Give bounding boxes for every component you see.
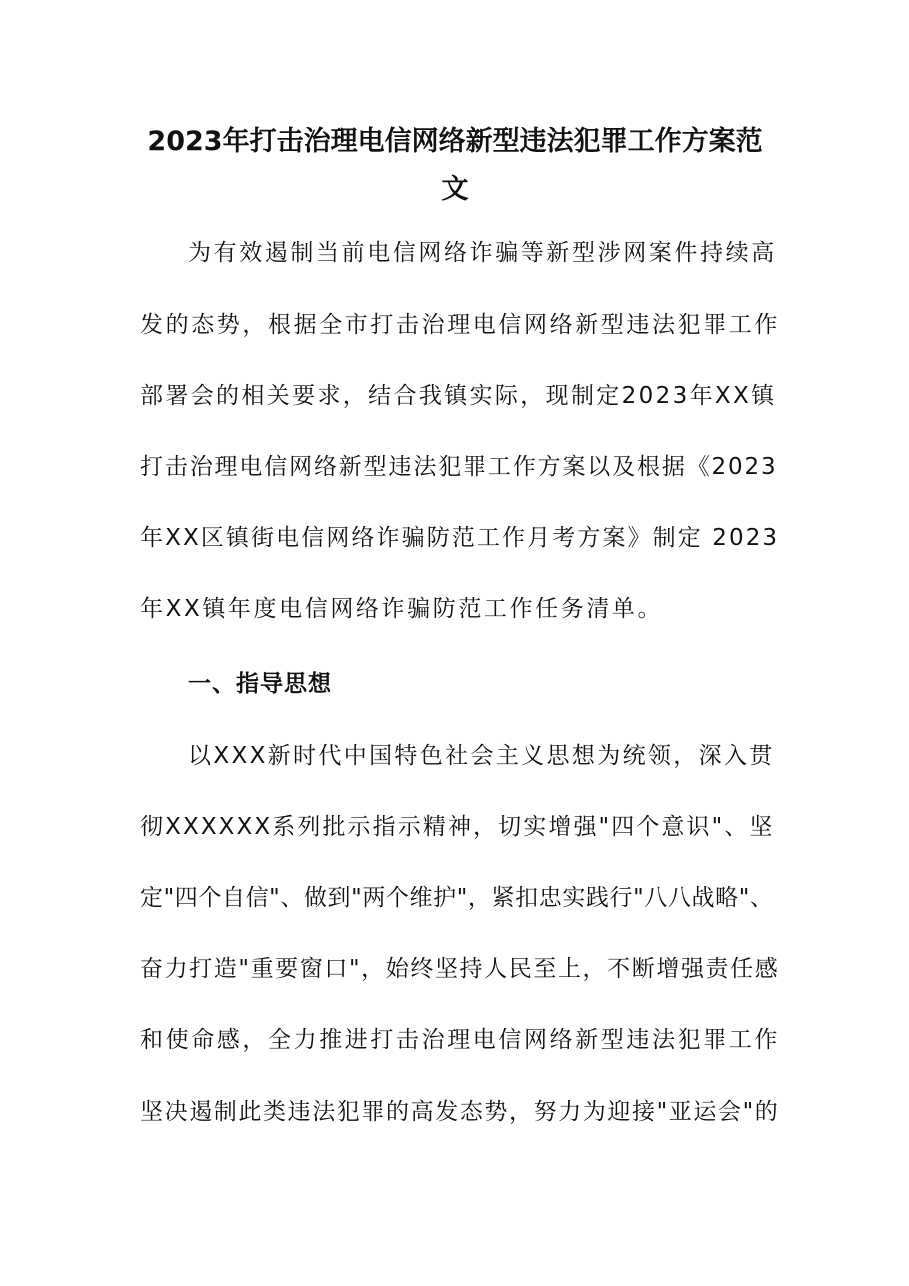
paragraph-1-line-2: 发的态势，根据全市打击治理电信网络新型违法犯罪工作	[140, 312, 780, 338]
paragraph-2-line-1: 以XXX新时代中国特色社会主义思想为统领，深入贯	[188, 743, 775, 769]
paragraph-2-line-3: 定"四个自信"、做到"两个维护"，紧扣忠实践行"八八战略"、	[140, 885, 774, 911]
paragraph-2-line-2: 彻XXXXXX系列批示指示精神，切实增强"四个意识"、坚	[140, 814, 775, 840]
document-title-line-2: 文	[441, 174, 469, 205]
document-title-line-1: 2023年打击治理电信网络新型违法犯罪工作方案范	[147, 126, 763, 157]
paragraph-1-line-6: 年XX镇年度电信网络诈骗防范工作任务清单。	[140, 596, 664, 622]
paragraph-1-line-1: 为有效遏制当前电信网络诈骗等新型涉网案件持续高	[188, 240, 777, 266]
paragraph-1-line-5: 年XX区镇街电信网络诈骗防范工作月考方案》制定 2023	[140, 525, 780, 551]
section-1-heading: 一、指导思想	[188, 671, 332, 697]
paragraph-2-line-6: 坚决遏制此类违法犯罪的高发态势，努力为迎接"亚运会"的	[140, 1099, 780, 1125]
paragraph-2-line-5: 和使命感，全力推进打击治理电信网络新型违法犯罪工作	[140, 1027, 780, 1053]
paragraph-1-line-3: 部署会的相关要求，结合我镇实际，现制定2023年XX镇	[140, 383, 777, 409]
paragraph-1-line-4: 打击治理电信网络新型违法犯罪工作方案以及根据《2023	[140, 454, 778, 480]
paragraph-2-line-4: 奋力打造"重要窗口"，始终坚持人民至上，不断增强责任感	[140, 956, 780, 982]
